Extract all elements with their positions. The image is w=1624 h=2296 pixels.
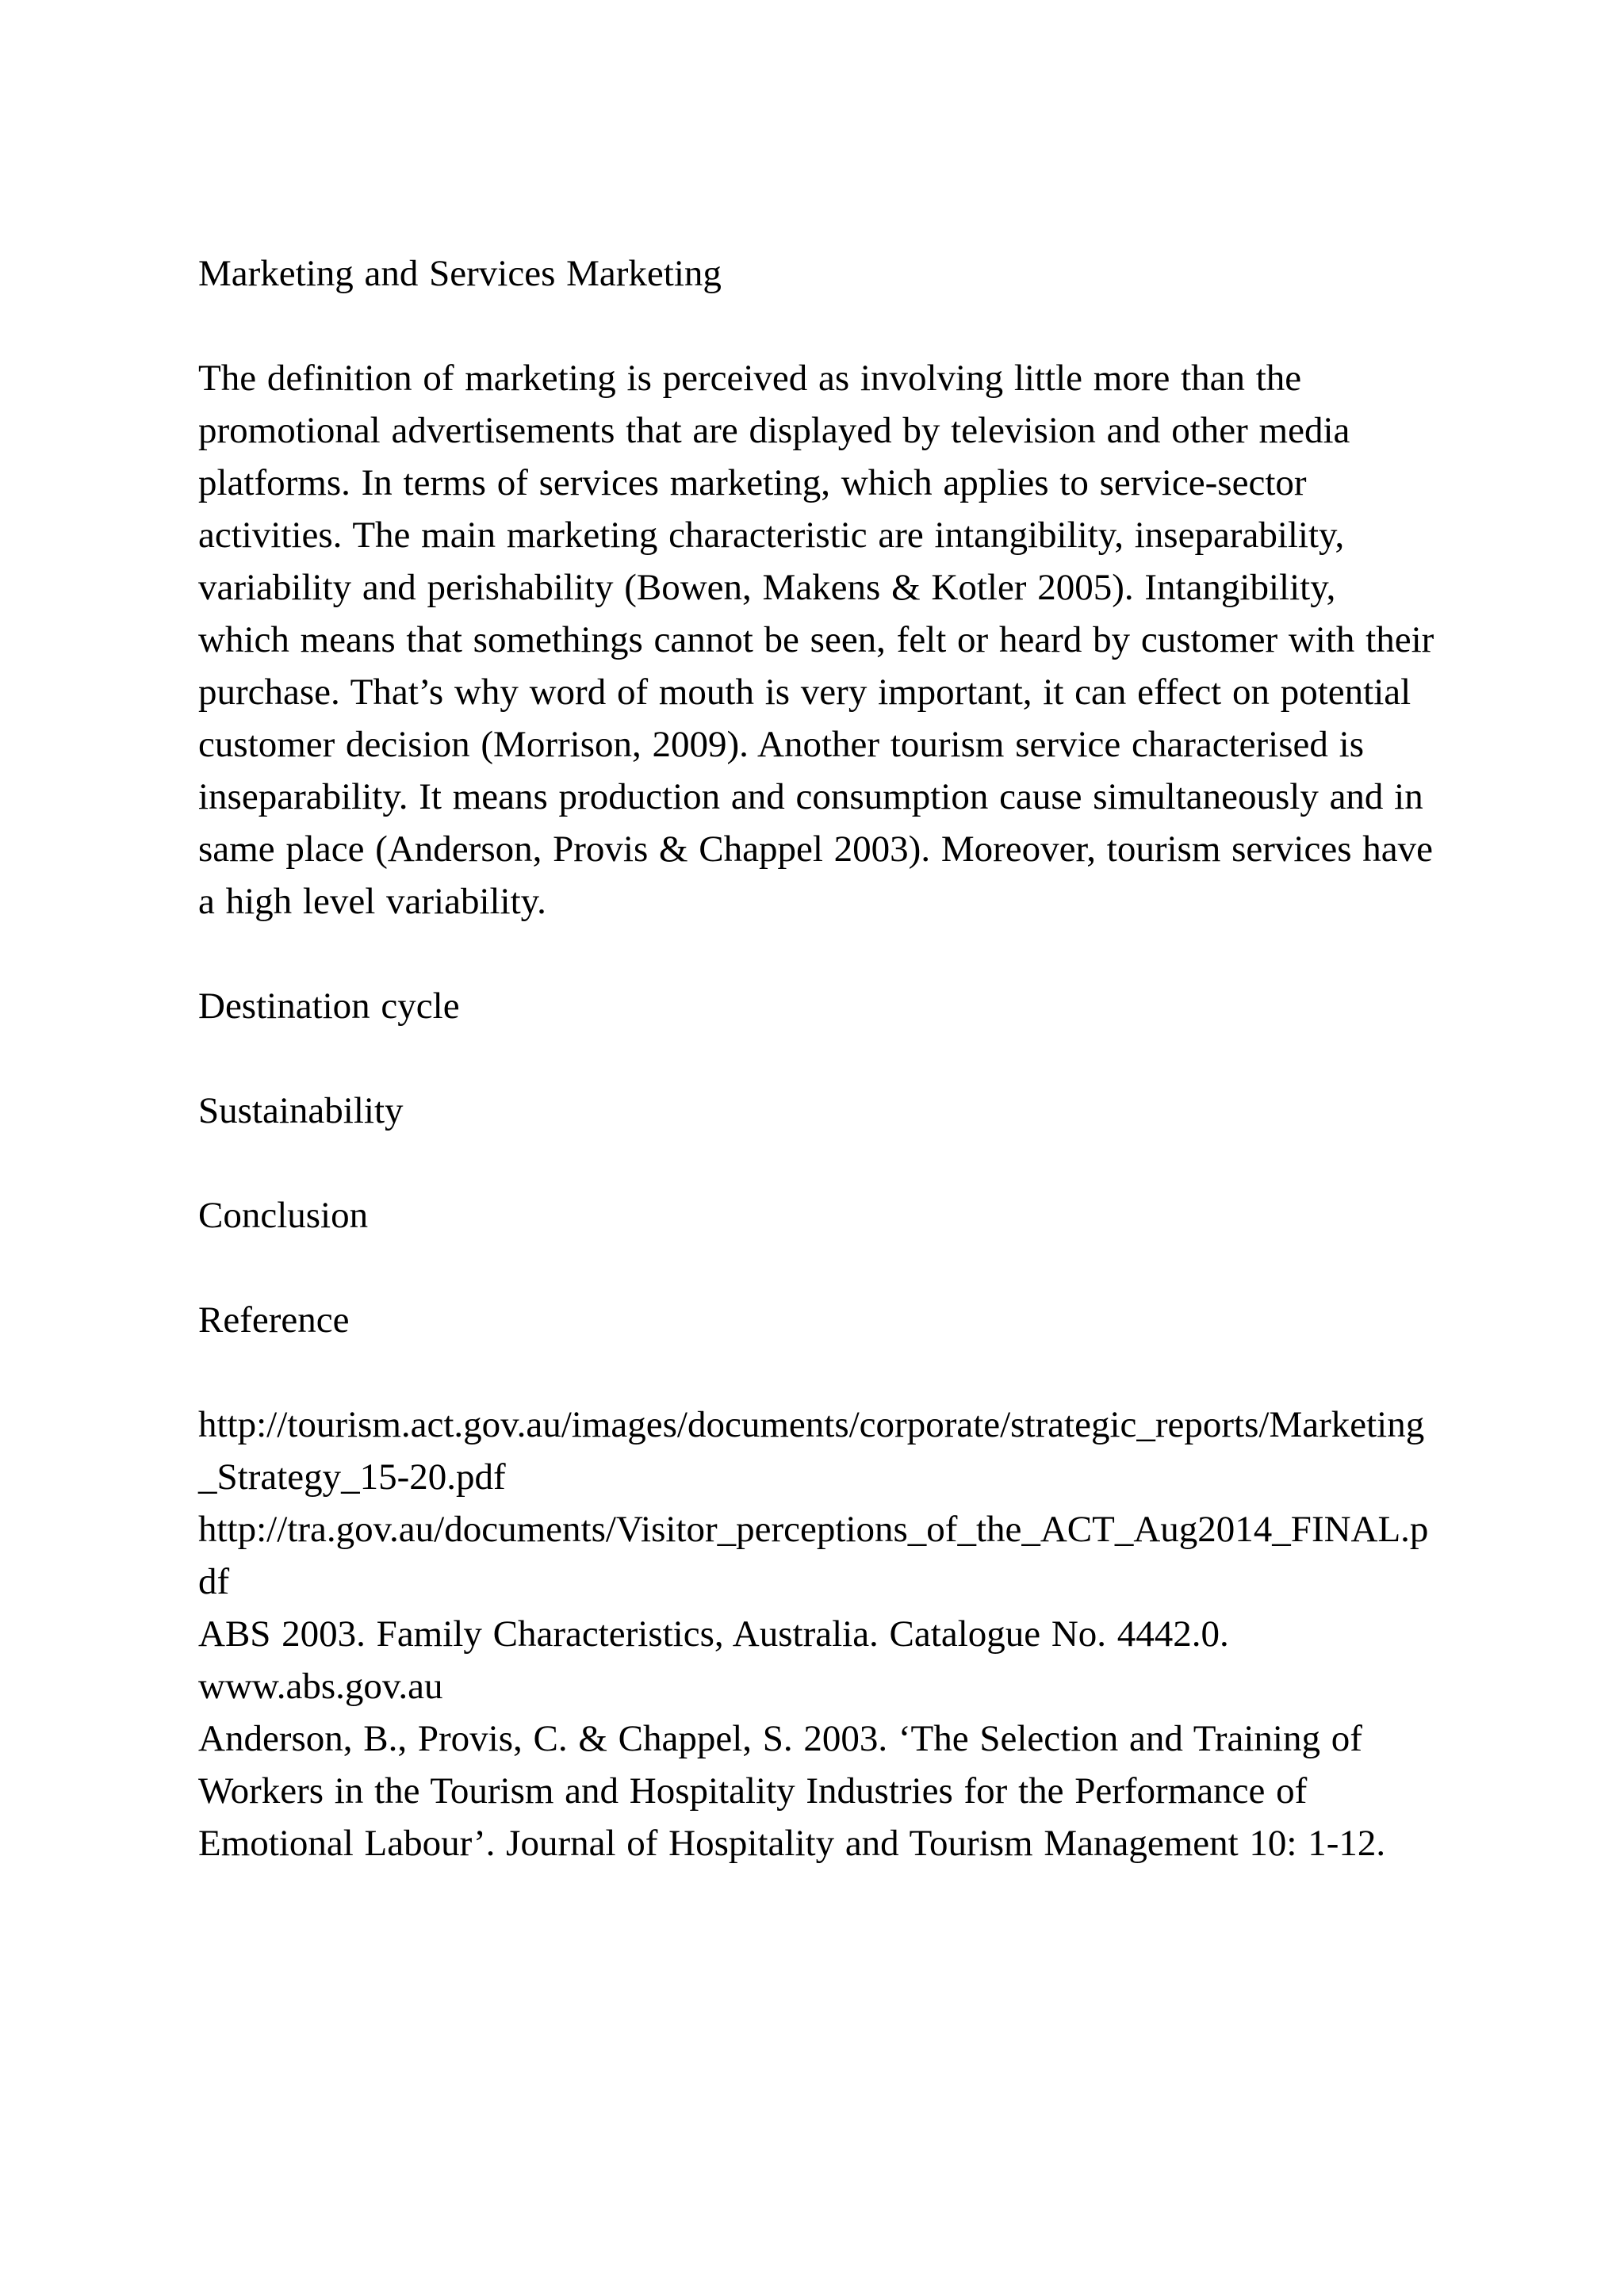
reference-item: Anderson, B., Provis, C. & Chappel, S. 2003. ‘The Selection and Training of Workers in the Tourism and Hospitality Industries for the Performance of Emotional Labour’. Journal of Hospitality and Tourism Management 10: 1-12. bbox=[198, 1718, 1386, 1864]
heading-conclusion: Conclusion bbox=[198, 1195, 369, 1236]
heading-sustainability: Sustainability bbox=[198, 1090, 404, 1131]
reference-item[interactable]: http://tourism.act.gov.au/images/documents/corporate/strategic_reports/Marketing_Strategy_15-20.pdf bbox=[198, 1404, 1425, 1498]
document-title: Marketing and Services Marketing bbox=[198, 253, 722, 294]
heading-reference: Reference bbox=[198, 1299, 350, 1341]
reference-item: ABS 2003. Family Characteristics, Australia. Catalogue No. 4442.0. www.abs.gov.au bbox=[198, 1613, 1229, 1707]
reference-item[interactable]: http://tra.gov.au/documents/Visitor_perceptions_of_the_ACT_Aug2014_FINAL.pdf bbox=[198, 1509, 1429, 1602]
document-body bbox=[198, 247, 1435, 1869]
intro-paragraph: The definition of marketing is perceived as involving little more than the promotional advertisements that are displayed by television and other media platforms. In terms of services marketing, which applies to service-sector activities. The main marketing characteristic are intangibility, inseparability, variability and perishability (Bowen, Makens & Kotler 2005). Intangibility, which means that somethings cannot be seen, felt or heard by customer with their purchase. That’s why word of mouth is very important, it can effect on potential customer decision (Morrison, 2009). Another tourism service characterised is inseparability. It means production and consumption cause simultaneously and in same place (Anderson, Provis & Chappel 2003). Moreover, tourism services have a high level variability. bbox=[198, 358, 1434, 922]
reference-list bbox=[198, 1399, 1435, 1869]
heading-destination-cycle: Destination cycle bbox=[198, 985, 460, 1027]
